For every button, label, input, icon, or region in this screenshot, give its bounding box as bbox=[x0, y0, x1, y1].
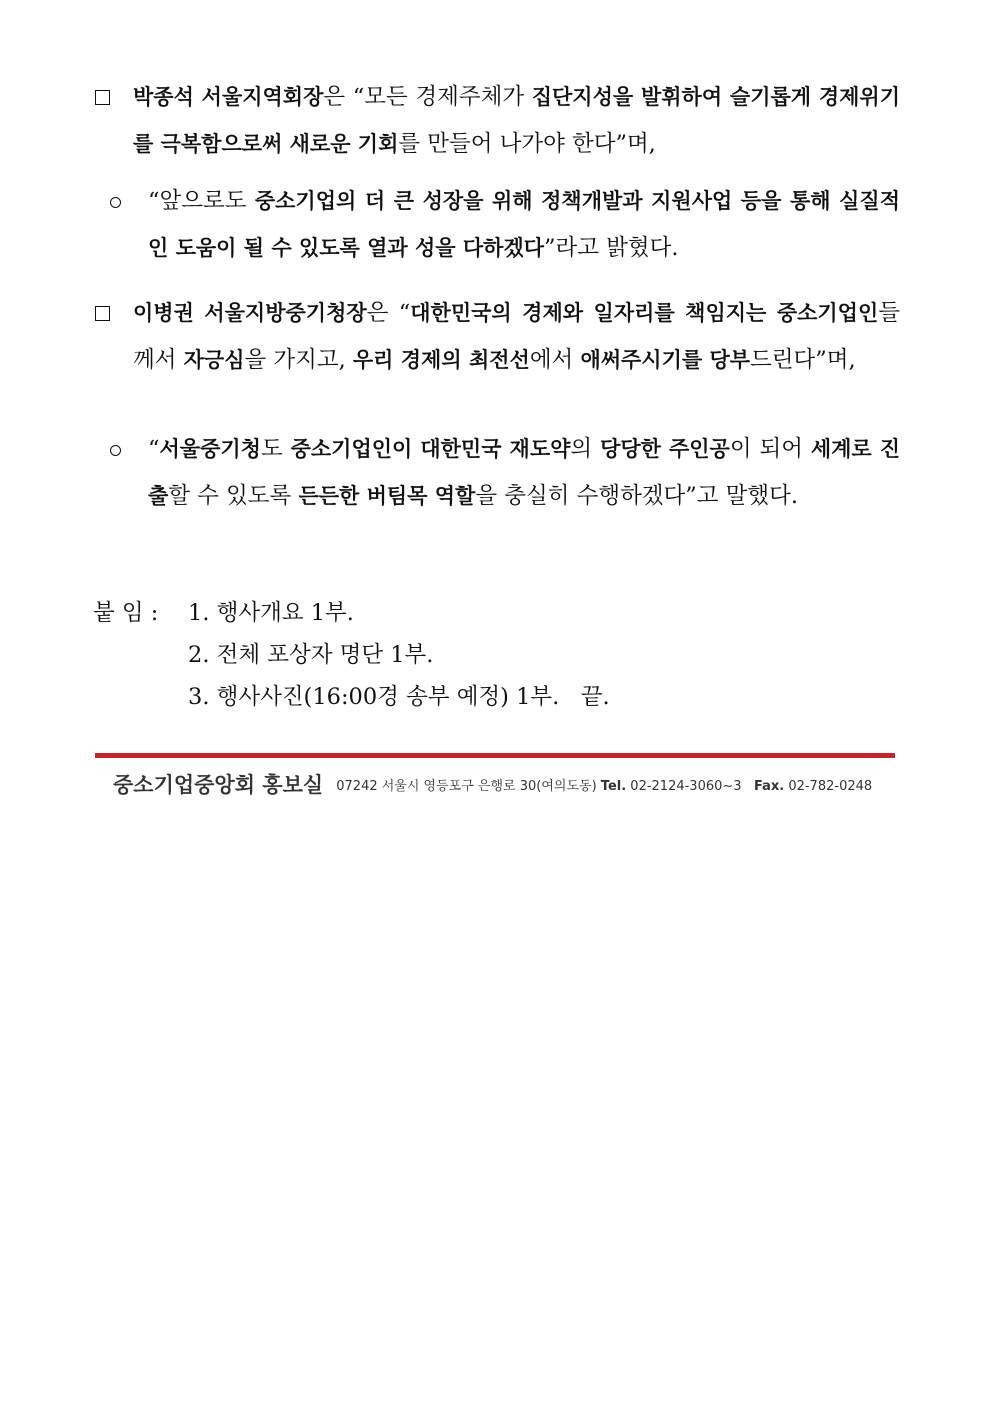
square-bullet-icon bbox=[95, 74, 110, 122]
circle-bullet-icon bbox=[110, 178, 121, 225]
body-text: 의 bbox=[570, 436, 601, 462]
body-text: 은 “ bbox=[366, 300, 411, 326]
body-text: “앞으로도 bbox=[148, 188, 255, 214]
footer-address: 07242 서울시 영등포구 은행로 30(여의도동) bbox=[336, 778, 597, 794]
footer bbox=[113, 769, 872, 799]
paragraph-text bbox=[110, 426, 900, 520]
paragraph-seoul-sme-office-head bbox=[95, 290, 900, 384]
body-text: 을 충실히 수행하겠다”고 말했다. bbox=[475, 483, 799, 509]
emphasis-text: 중소기업인이 대한민국 재도약 bbox=[290, 437, 571, 461]
emphasis-text: 세계로 진출 bbox=[148, 437, 901, 508]
attachments-label: 붙 임 : bbox=[93, 600, 159, 626]
body-text: 할 수 있도록 bbox=[168, 483, 299, 509]
emphasis-text: 이병권 서울지방중기청장 bbox=[133, 301, 367, 325]
square-bullet-icon bbox=[95, 290, 110, 338]
attachment-item: 3. 행사사진(16:00경 송부 예정) 1부. 끝. bbox=[188, 684, 610, 710]
paragraph-seoul-chairman bbox=[95, 74, 900, 168]
body-text: 을 가지고, bbox=[244, 347, 353, 373]
paragraph-text bbox=[95, 74, 900, 168]
paragraph-office-head-quote bbox=[110, 426, 900, 520]
footer-contact bbox=[336, 779, 872, 794]
paragraph-chairman-quote bbox=[110, 178, 900, 272]
body-text: “ bbox=[148, 436, 160, 462]
attachment-item: 1. 행사개요 1부. bbox=[188, 600, 354, 626]
emphasis-text: 애써주시기를 당부 bbox=[580, 348, 751, 372]
emphasis-text: 우리 경제의 최전선 bbox=[352, 348, 530, 372]
footer-fax-label: Fax. bbox=[753, 778, 785, 794]
footer-tel: 02-2124-3060~3 bbox=[630, 778, 742, 794]
footer-fax: 02-782-0248 bbox=[788, 778, 873, 794]
emphasis-text: 중소기업의 더 큰 성장을 위해 정책개발과 지원사업 등을 통해 실질적인 도움이 될 수 있도록 열과 성을 다하겠다 bbox=[148, 189, 900, 260]
emphasis-text: 집단지성을 발휘하여 슬기롭게 경제위기를 극복함으로써 새로운 기회 bbox=[133, 85, 900, 156]
emphasis-text: 대한민국의 경제와 일자리를 책임지는 중소기업인 bbox=[410, 301, 879, 325]
emphasis-text: 박종석 서울지역회장 bbox=[133, 85, 324, 109]
body-text: 이 되어 bbox=[729, 436, 811, 462]
emphasis-text: 당당한 주인공 bbox=[600, 437, 730, 461]
body-text: 도 bbox=[260, 436, 291, 462]
body-text: 들께서 bbox=[133, 300, 901, 373]
body-text: ”라고 밝혔다. bbox=[544, 235, 679, 261]
emphasis-text: 자긍심 bbox=[183, 348, 245, 372]
footer-divider bbox=[95, 753, 895, 758]
emphasis-text: 든든한 버팀목 역할 bbox=[298, 484, 476, 508]
paragraph-text bbox=[110, 178, 900, 272]
body-text: 은 “모든 경제주체가 bbox=[323, 84, 532, 110]
body-text: 드린다”며, bbox=[750, 347, 856, 373]
footer-organization: 중소기업중앙회 홍보실 bbox=[113, 773, 324, 797]
attachment-item: 2. 전체 포상자 명단 1부. bbox=[188, 642, 434, 668]
footer-tel-label: Tel. bbox=[600, 778, 627, 794]
body-text: 를 만들어 나가야 한다”며, bbox=[398, 131, 656, 157]
paragraph-text bbox=[95, 290, 900, 384]
circle-bullet-icon bbox=[110, 426, 121, 473]
attachments-list bbox=[188, 592, 788, 718]
body-text: 에서 bbox=[529, 347, 581, 373]
emphasis-text: 서울중기청 bbox=[159, 437, 261, 461]
